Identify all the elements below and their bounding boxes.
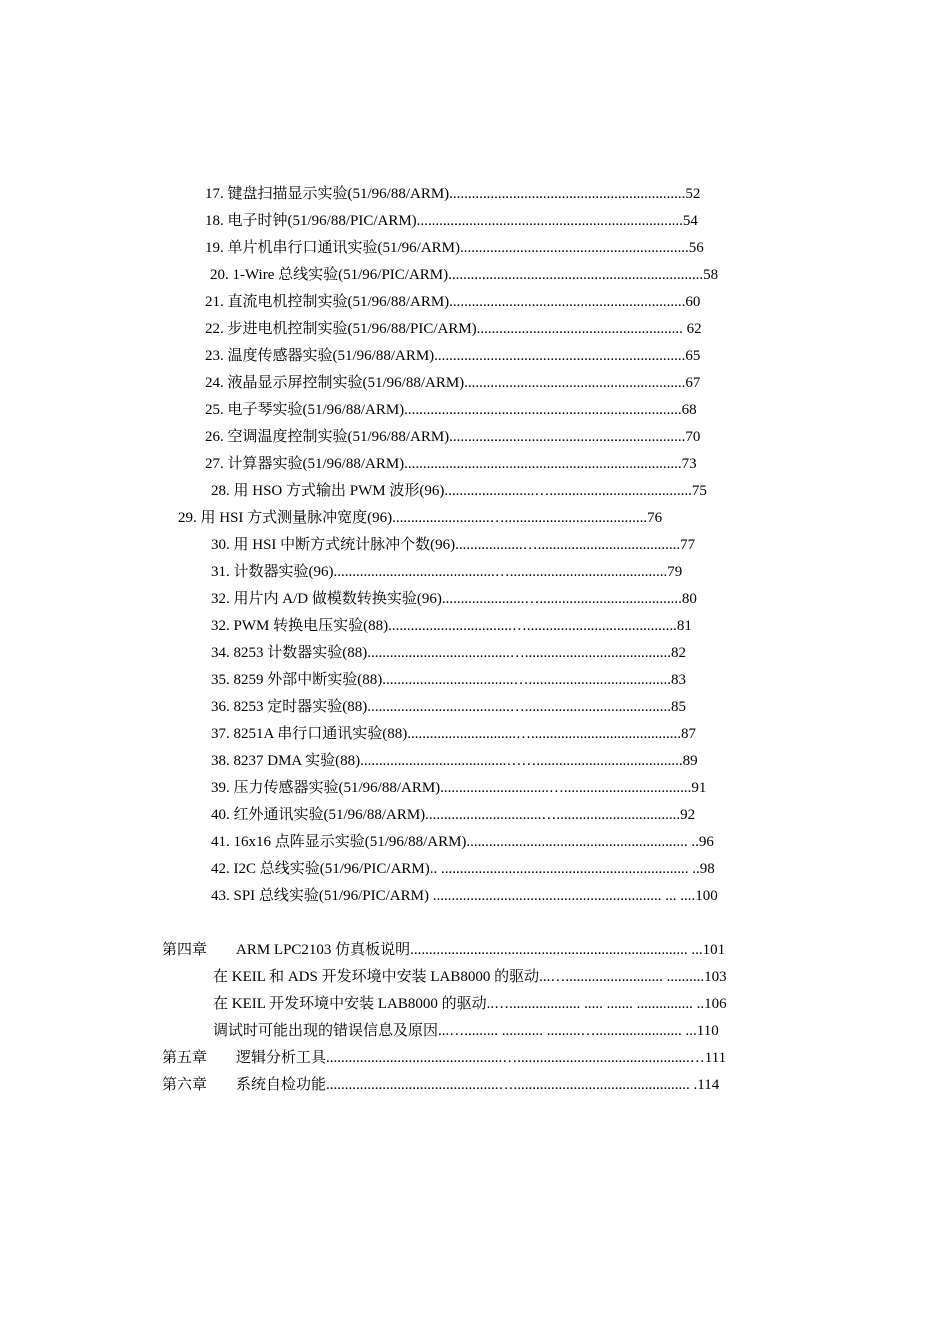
- toc-entry[interactable]: 20. 1-Wire 总线实验(51/96/PIC/ARM)....................................................................58: [210, 267, 719, 283]
- chapter-subentry[interactable]: 在 KEIL 和 ADS 开发环境中安装 LAB8000 的驱动...….......................... ..........103: [213, 969, 727, 985]
- toc-entry[interactable]: 35. 8259 外部中断实验(88)...................................…......................................83: [211, 672, 686, 688]
- chapter-entry[interactable]: 逻辑分析工具...............................................…..............................................…111: [236, 1050, 727, 1066]
- chapter-entry[interactable]: ARM LPC2103 仿真板说明.......................................................................... ...101: [236, 942, 726, 958]
- toc-entry[interactable]: 24. 液晶显示屏控制实验(51/96/88/ARM)...........................................................67: [205, 375, 701, 391]
- toc-entry[interactable]: 22. 步进电机控制实验(51/96/88/PIC/ARM)....................................................... 62: [205, 321, 702, 337]
- toc-entry[interactable]: 32. 用片内 A/D 做模数转换实验(96)......................…......................................80: [211, 591, 697, 607]
- chapter-subentry[interactable]: 在 KEIL 开发环境中安装 LAB8000 的驱动..…................... ..... ....... ............... ..106: [213, 996, 727, 1012]
- toc-entry[interactable]: 26. 空调温度控制实验(51/96/88/ARM)...............................................................70: [205, 429, 701, 445]
- toc-entry[interactable]: 42. I2C 总线实验(51/96/PIC/ARM).. .................................................................. ..98: [211, 861, 715, 877]
- toc-entry[interactable]: 38. 8237 DMA 实验(88).......................................…….......................................89: [211, 753, 698, 769]
- chapter-label: 第五章: [162, 1050, 208, 1066]
- toc-entry[interactable]: 19. 单片机串行口通讯实验(51/96/ARM).............................................................56: [205, 240, 704, 256]
- chapter-label: 第四章: [162, 942, 208, 958]
- toc-entry[interactable]: 43. SPI 总线实验(51/96/PIC/ARM) ............................................................. ... ....100: [211, 888, 718, 904]
- toc-entry[interactable]: 32. PWM 转换电压实验(88).................................…........................................81: [211, 618, 692, 634]
- toc-entry[interactable]: 23. 温度传感器实验(51/96/88/ARM)...................................................................65: [205, 348, 701, 364]
- chapter-label: 第六章: [162, 1077, 208, 1093]
- toc-entry[interactable]: 25. 电子琴实验(51/96/88/ARM)..........................................................................68: [205, 402, 697, 418]
- toc-entry[interactable]: 29. 用 HSI 方式测量脉冲宽度(96)..........................…......................................76: [178, 510, 663, 526]
- toc-entry[interactable]: 34. 8253 计数器实验(88)......................................….......................................82: [211, 645, 686, 661]
- toc-entry[interactable]: 31. 计数器实验(96)...........................................…..........................................79: [211, 564, 683, 580]
- toc-entry[interactable]: 27. 计算器实验(51/96/88/ARM)..........................................................................73: [205, 456, 697, 472]
- toc-entry[interactable]: 39. 压力传感器实验(51/96/88/ARM).............................…..................................91: [211, 780, 707, 796]
- chapter-subentry[interactable]: 调试时可能出现的错误信息及原因...…......... ........... .........…....................... ...110: [213, 1023, 719, 1039]
- toc-entry[interactable]: 37. 8251A 串行口通讯实验(88).............................…........................................87: [211, 726, 696, 742]
- toc-entry[interactable]: 28. 用 HSO 方式输出 PWM 波形(96)........................…......................................75: [211, 483, 707, 499]
- toc-entry[interactable]: 21. 直流电机控制实验(51/96/88/ARM)...............................................................60: [205, 294, 701, 310]
- toc-entry[interactable]: 30. 用 HSI 中断方式统计脉冲个数(96)..................…......................................77: [211, 537, 696, 553]
- chapter-entry[interactable]: 系统自检功能..............................................…............................................... .114: [236, 1077, 720, 1093]
- toc-entry[interactable]: 36. 8253 定时器实验(88)......................................….......................................85: [211, 699, 686, 715]
- toc-entry[interactable]: 17. 键盘扫描显示实验(51/96/88/ARM)...............................................................52: [205, 186, 701, 202]
- toc-entry[interactable]: 41. 16x16 点阵显示实验(51/96/88/ARM)........................................................... ..96: [211, 834, 714, 850]
- toc-entry[interactable]: 40. 红外通讯实验(51/96/88/ARM)...............................….................................92: [211, 807, 696, 823]
- toc-entry[interactable]: 18. 电子时钟(51/96/88/PIC/ARM).......................................................................54: [205, 213, 698, 229]
